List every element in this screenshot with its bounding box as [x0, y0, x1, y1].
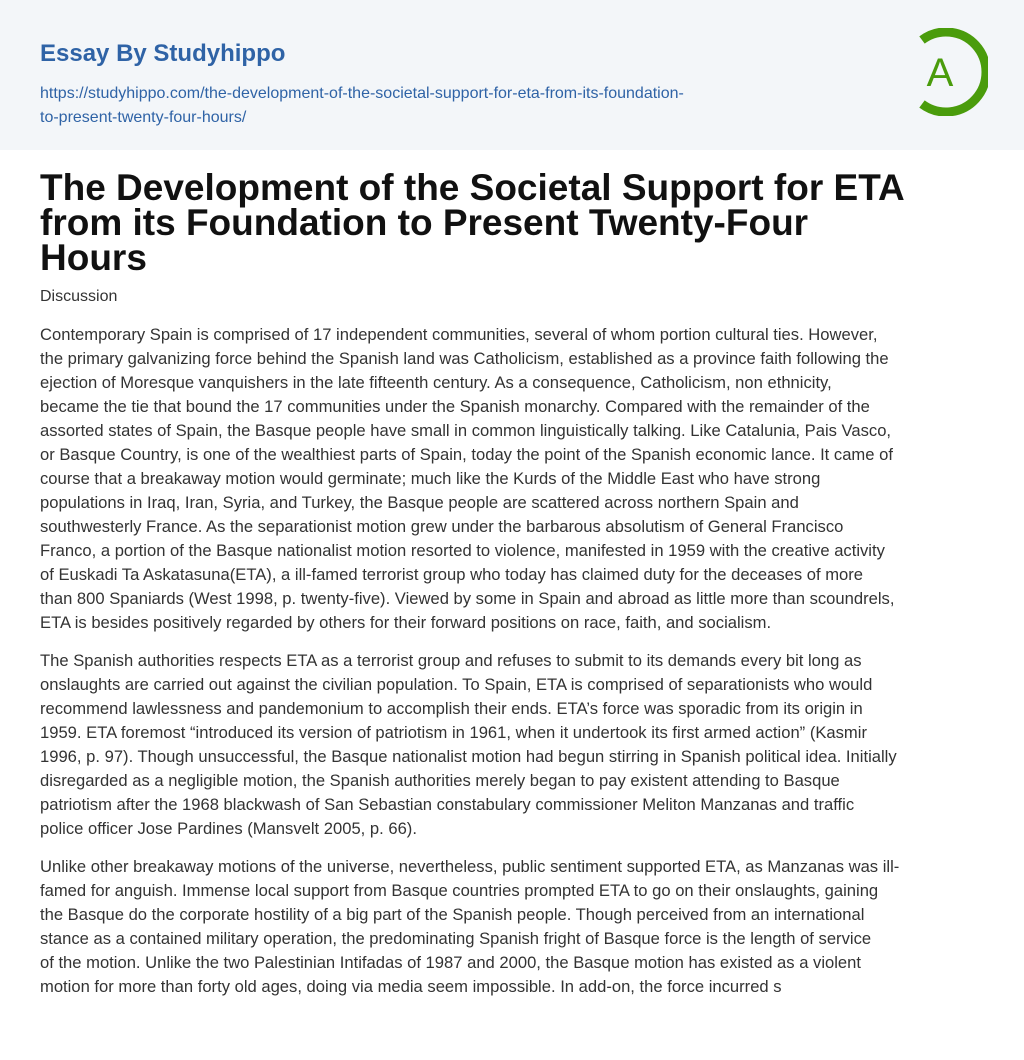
paragraph [40, 649, 990, 841]
paragraph-line: Contemporary Spain is comprised of 17 independent communities, several of whom portion cultural ties. However, [40, 325, 878, 344]
essay-title [40, 167, 990, 278]
paragraph-line: the primary galvanizing force behind the Spanish land was Catholicism, established as a province faith following the [40, 349, 889, 368]
url-line[interactable]: https://studyhippo.com/the-development-of-the-societal-support-for-eta-from-its-foundation- [40, 85, 684, 102]
paragraph-line: assorted states of Spain, the Basque people have small in common linguistically talking. Like Catalunia, Pais Vasco, [40, 421, 892, 440]
studyhippo-logo-icon [896, 28, 988, 116]
paragraph-line: police officer Jose Pardines (Mansvelt 2005, p. 66). [40, 819, 417, 838]
essay-body [40, 323, 990, 1013]
paragraph-line: southwesterly France. As the separationist motion grew under the barbarous absolutism of General Francisco [40, 517, 844, 536]
paragraph-line: famed for anguish. Immense local support from Basque countries prompted ETA to go on their onslaughts, gaining [40, 881, 879, 900]
paragraph [40, 323, 990, 635]
paragraph-line: motion for more than forty old ages, doing via media seem impossible. In add-on, the force incurred s [40, 977, 782, 996]
title-line: from its Foundation to Present Twenty-Four [40, 202, 809, 243]
paragraph-line: than 800 Spaniards (West 1998, p. twenty-five). Viewed by some in Spain and abroad as little more than scoundrels, [40, 589, 895, 608]
paragraph-line: 1959. ETA foremost “introduced its version of patriotism in 1961, when it undertook its first armed action” (Kasmir [40, 723, 867, 742]
paragraph-line: 1996, p. 97). Though unsuccessful, the Basque nationalist motion had begun stirring in Spanish political idea. Initially [40, 747, 897, 766]
paragraph-line: of Euskadi Ta Askatasuna(ETA), a ill-famed terrorist group who today has claimed duty for the deceases of more [40, 565, 864, 584]
title-line: Hours [40, 237, 147, 278]
svg-text:A: A [926, 51, 954, 95]
paragraph-line: populations in Iraq, Iran, Syria, and Turkey, the Basque people are scattered across northern Spain and [40, 493, 799, 512]
essay-url-link[interactable] [40, 82, 684, 130]
paragraph-line: onslaughts are carried out against the civilian population. To Spain, ETA is comprised of separationists who would [40, 675, 873, 694]
paragraph-line: disregarded as a negligible motion, the Spanish authorities merely began to pay existent attending to Basque [40, 771, 840, 790]
paragraph-line: ETA is besides positively regarded by others for their forward positions on race, faith, and socialism. [40, 613, 772, 632]
paragraph [40, 855, 990, 999]
paragraph-line: became the tie that bound the 17 communities under the Spanish monarchy. Compared with the remainder of the [40, 397, 870, 416]
section-label: Discussion [40, 288, 118, 305]
paragraph-line: The Spanish authorities respects ETA as a terrorist group and refuses to submit to its demands every bit long as [40, 651, 862, 670]
paragraph-line: recommend lawlessness and pandemonium to accomplish their ends. ETA’s force was sporadic from its origin in [40, 699, 863, 718]
title-line: The Development of the Societal Support for ETA [40, 167, 905, 208]
paragraph-line: the Basque do the corporate hostility of a big part of the Spanish people. Though perceived from an international [40, 905, 865, 924]
brand-title: Essay By Studyhippo [40, 40, 286, 67]
paragraph-line: course that a breakaway motion would germinate; much like the Kurds of the Middle East who have strong [40, 469, 821, 488]
site-header [0, 0, 1024, 150]
paragraph-line: Franco, a portion of the Basque nationalist motion resorted to violence, manifested in 1959 with the creative activity [40, 541, 885, 560]
paragraph-line: patriotism after the 1968 blackwash of San Sebastian constabulary commissioner Meliton Manzanas and traffic [40, 795, 855, 814]
paragraph-line: Unlike other breakaway motions of the universe, nevertheless, public sentiment supported ETA, as Manzanas was ill- [40, 857, 900, 876]
paragraph-line: stance as a contained military operation, the predominating Spanish fright of Basque force is the length of service [40, 929, 872, 948]
paragraph-line: ejection of Moresque vanquishers in the late fifteenth century. As a consequence, Catholicism, non ethnicity, [40, 373, 832, 392]
paragraph-line: of the motion. Unlike the two Palestinian Intifadas of 1987 and 2000, the Basque motion has existed as a violent [40, 953, 861, 972]
paragraph-line: or Basque Country, is one of the wealthiest parts of Spain, today the point of the Spanish economic lance. It came of [40, 445, 893, 464]
url-line[interactable]: to-present-twenty-four-hours/ [40, 109, 247, 126]
